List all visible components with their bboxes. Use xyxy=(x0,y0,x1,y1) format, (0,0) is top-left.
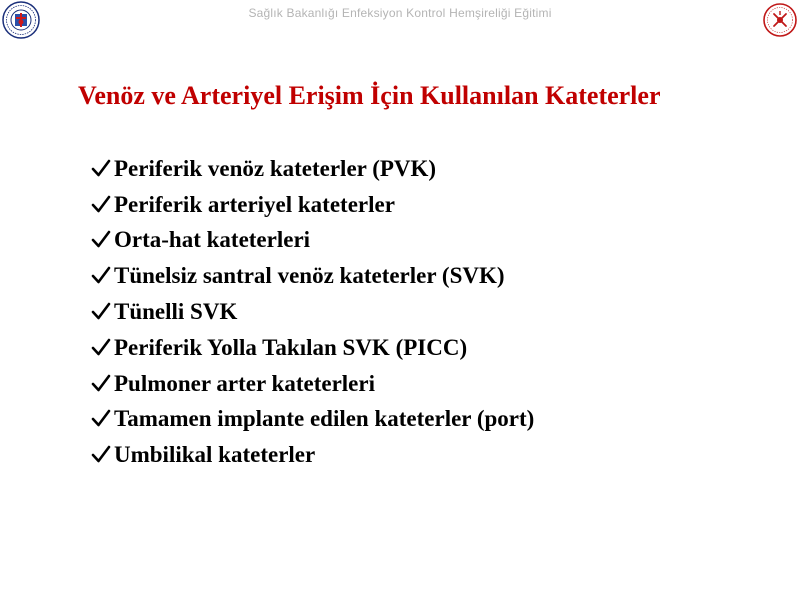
header-title: Sağlık Bakanlığı Enfeksiyon Kontrol Hemşireliği Eğitimi xyxy=(248,6,552,20)
checkmark-icon xyxy=(90,373,112,395)
checkmark-icon xyxy=(90,265,112,287)
list-item xyxy=(90,366,534,402)
list-item xyxy=(90,294,534,330)
infection-control-logo-icon xyxy=(762,2,798,38)
bullet-list xyxy=(90,151,534,473)
list-item xyxy=(90,437,534,473)
list-item-label: Periferik venöz kateterler (PVK) xyxy=(114,155,437,181)
list-item xyxy=(90,258,534,294)
list-item-label: Umbilikal kateterler xyxy=(114,442,316,468)
list-item xyxy=(90,330,534,366)
list-item xyxy=(90,223,534,259)
list-item-label: Tünelli SVK xyxy=(114,299,238,325)
list-item-label: Orta-hat kateterleri xyxy=(114,227,311,253)
checkmark-icon xyxy=(90,229,112,251)
checkmark-icon xyxy=(90,408,112,430)
list-item xyxy=(90,151,534,187)
list-item xyxy=(90,187,534,223)
slide-title: Venöz ve Arteriyel Erişim İçin Kullanılan Kateterler xyxy=(78,81,661,110)
list-item-label: Tamamen implante edilen kateterler (port) xyxy=(114,406,535,432)
checkmark-icon xyxy=(90,444,112,466)
checkmark-icon xyxy=(90,158,112,180)
checkmark-icon xyxy=(90,301,112,323)
list-item-label: Periferik Yolla Takılan SVK (PICC) xyxy=(114,334,468,360)
checkmark-icon xyxy=(90,194,112,216)
checkmark-icon xyxy=(90,337,112,359)
list-item-label: Periferik arteriyel kateterler xyxy=(114,191,395,217)
list-item-label: Tünelsiz santral venöz kateterler (SVK) xyxy=(114,263,505,289)
list-item-label: Pulmoner arter kateterleri xyxy=(114,370,375,396)
list-item xyxy=(90,402,534,438)
